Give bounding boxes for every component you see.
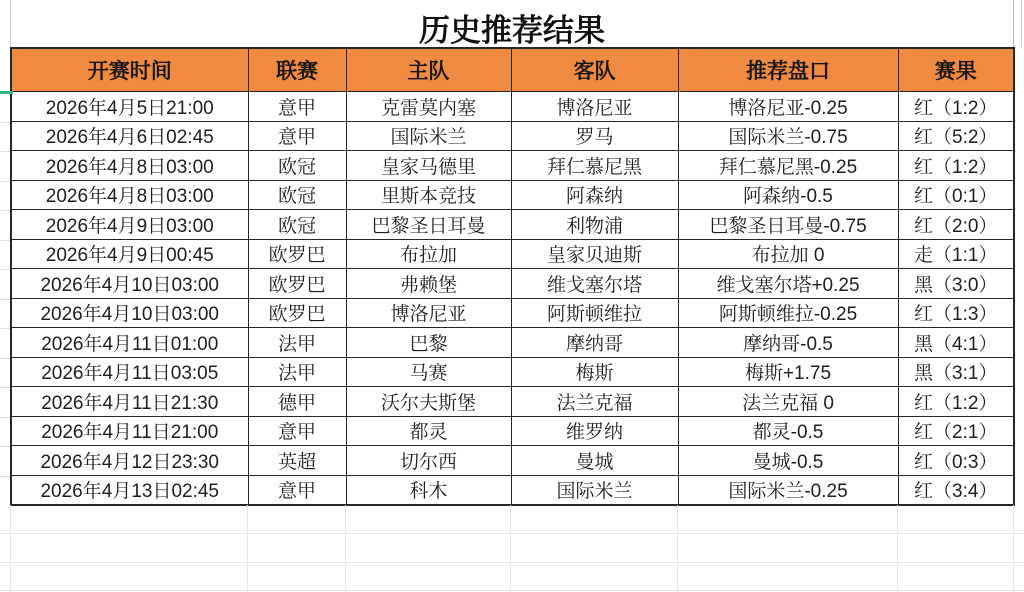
cell-handicap[interactable]: 阿斯顿维拉-0.25 <box>678 298 898 328</box>
cell-league[interactable]: 法甲 <box>248 328 346 358</box>
results-table <box>10 47 1015 506</box>
cell-home[interactable]: 克雷莫内塞 <box>346 92 511 122</box>
table-row <box>11 475 1014 505</box>
cell-away[interactable]: 法兰克福 <box>511 387 678 417</box>
column-header-home[interactable]: 主队 <box>346 48 511 92</box>
cell-time[interactable]: 2026年4月9日00:45 <box>11 239 248 269</box>
cell-handicap[interactable]: 都灵-0.5 <box>678 416 898 446</box>
table-row <box>11 210 1014 240</box>
gridline <box>247 505 248 592</box>
cell-result[interactable]: 红（3:4） <box>898 475 1014 505</box>
column-header-away[interactable]: 客队 <box>511 48 678 92</box>
cell-handicap[interactable]: 法兰克福 0 <box>678 387 898 417</box>
cell-time[interactable]: 2026年4月11日21:30 <box>11 387 248 417</box>
table-row <box>11 121 1014 151</box>
cell-time[interactable]: 2026年4月5日21:00 <box>11 92 248 122</box>
cell-time[interactable]: 2026年4月9日03:00 <box>11 210 248 240</box>
cell-time[interactable]: 2026年4月11日03:05 <box>11 357 248 387</box>
table-row <box>11 151 1014 181</box>
gridline <box>0 181 10 182</box>
cell-away[interactable]: 梅斯 <box>511 357 678 387</box>
gridline <box>0 210 10 211</box>
table-row <box>11 328 1014 358</box>
table-header <box>11 48 1014 92</box>
cell-home[interactable]: 切尔西 <box>346 446 511 476</box>
cell-away[interactable]: 罗马 <box>511 121 678 151</box>
table-row <box>11 239 1014 269</box>
gridline <box>897 505 898 592</box>
gridline <box>1013 505 1014 592</box>
cell-time[interactable]: 2026年4月6日02:45 <box>11 121 248 151</box>
cell-result[interactable]: 黑（4:1） <box>898 328 1014 358</box>
cell-league[interactable]: 欧罗巴 <box>248 298 346 328</box>
cell-league[interactable]: 法甲 <box>248 357 346 387</box>
gridline <box>1013 0 1014 47</box>
cell-time[interactable]: 2026年4月11日21:00 <box>11 416 248 446</box>
gridline <box>0 269 10 270</box>
cell-away[interactable]: 维罗纳 <box>511 416 678 446</box>
header-row <box>11 48 1014 92</box>
cell-home[interactable]: 巴黎圣日耳曼 <box>346 210 511 240</box>
table-row <box>11 298 1014 328</box>
cell-handicap[interactable]: 维戈塞尔塔+0.25 <box>678 269 898 299</box>
cell-result[interactable]: 黑（3:1） <box>898 357 1014 387</box>
cell-home[interactable]: 布拉加 <box>346 239 511 269</box>
gridline <box>0 533 1024 534</box>
cell-result[interactable]: 红（2:1） <box>898 416 1014 446</box>
cell-home[interactable]: 都灵 <box>346 416 511 446</box>
gridline <box>0 328 10 329</box>
table-row <box>11 446 1014 476</box>
table-row <box>11 416 1014 446</box>
gridline <box>677 505 678 592</box>
cell-home[interactable]: 沃尔夫斯堡 <box>346 387 511 417</box>
cell-time[interactable]: 2026年4月8日03:00 <box>11 151 248 181</box>
cell-handicap[interactable]: 布拉加 0 <box>678 239 898 269</box>
cell-home[interactable]: 弗赖堡 <box>346 269 511 299</box>
cell-away[interactable]: 利物浦 <box>511 210 678 240</box>
cell-result[interactable]: 黑（3:0） <box>898 269 1014 299</box>
cell-handicap[interactable]: 拜仁慕尼黑-0.25 <box>678 151 898 181</box>
cell-result[interactable]: 红（0:1） <box>898 180 1014 210</box>
cell-handicap[interactable]: 国际米兰-0.25 <box>678 475 898 505</box>
gridline <box>0 417 10 418</box>
cell-handicap[interactable]: 巴黎圣日耳曼-0.75 <box>678 210 898 240</box>
cell-result[interactable]: 红（1:2） <box>898 387 1014 417</box>
cell-away[interactable]: 阿斯顿维拉 <box>511 298 678 328</box>
cell-home[interactable]: 国际米兰 <box>346 121 511 151</box>
cell-away[interactable]: 摩纳哥 <box>511 328 678 358</box>
cell-time[interactable]: 2026年4月11日01:00 <box>11 328 248 358</box>
cell-time[interactable]: 2026年4月13日02:45 <box>11 475 248 505</box>
gridline <box>0 299 10 300</box>
cell-result[interactable]: 走（1:1） <box>898 239 1014 269</box>
table-row <box>11 180 1014 210</box>
freeze-pane-tick <box>0 91 13 94</box>
cell-handicap[interactable]: 梅斯+1.75 <box>678 357 898 387</box>
cell-away[interactable]: 博洛尼亚 <box>511 92 678 122</box>
cell-result[interactable]: 红（1:2） <box>898 151 1014 181</box>
cell-result[interactable]: 红（1:2） <box>898 92 1014 122</box>
column-header-time[interactable]: 开赛时间 <box>11 48 248 92</box>
cell-home[interactable]: 里斯本竞技 <box>346 180 511 210</box>
cell-away[interactable]: 曼城 <box>511 446 678 476</box>
cell-league[interactable]: 意甲 <box>248 416 346 446</box>
cell-league[interactable]: 欧罗巴 <box>248 239 346 269</box>
cell-away[interactable]: 皇家贝迪斯 <box>511 239 678 269</box>
cell-league[interactable]: 意甲 <box>248 92 346 122</box>
cell-away[interactable]: 拜仁慕尼黑 <box>511 151 678 181</box>
cell-handicap[interactable]: 曼城-0.5 <box>678 446 898 476</box>
gridline <box>0 476 10 477</box>
cell-time[interactable]: 2026年4月10日03:00 <box>11 298 248 328</box>
cell-league[interactable]: 意甲 <box>248 475 346 505</box>
column-header-result[interactable]: 赛果 <box>898 48 1014 92</box>
cell-league[interactable]: 欧冠 <box>248 210 346 240</box>
gridline <box>10 505 11 592</box>
column-header-league[interactable]: 联赛 <box>248 48 346 92</box>
table-row <box>11 387 1014 417</box>
cell-home[interactable]: 博洛尼亚 <box>346 298 511 328</box>
gridline <box>345 505 346 592</box>
cell-time[interactable]: 2026年4月8日03:00 <box>11 180 248 210</box>
gridline <box>510 505 511 592</box>
gridline <box>0 358 10 359</box>
cell-home[interactable]: 科木 <box>346 475 511 505</box>
cell-handicap[interactable]: 阿森纳-0.5 <box>678 180 898 210</box>
cell-result[interactable]: 红（0:3） <box>898 446 1014 476</box>
cell-result[interactable]: 红（2:0） <box>898 210 1014 240</box>
column-header-handicap[interactable]: 推荐盘口 <box>678 48 898 92</box>
cell-league[interactable]: 德甲 <box>248 387 346 417</box>
gridline <box>0 387 10 388</box>
page-title: 历史推荐结果 <box>419 13 605 48</box>
cell-away[interactable]: 维戈塞尔塔 <box>511 269 678 299</box>
cell-handicap[interactable]: 博洛尼亚-0.25 <box>678 92 898 122</box>
gridline <box>10 0 11 47</box>
cell-result[interactable]: 红（5:2） <box>898 121 1014 151</box>
cell-away[interactable]: 阿森纳 <box>511 180 678 210</box>
cell-time[interactable]: 2026年4月10日03:00 <box>11 269 248 299</box>
cell-away[interactable]: 国际米兰 <box>511 475 678 505</box>
table-row <box>11 357 1014 387</box>
cell-league[interactable]: 欧冠 <box>248 151 346 181</box>
cell-league[interactable]: 英超 <box>248 446 346 476</box>
cell-result[interactable]: 红（1:3） <box>898 298 1014 328</box>
table-row <box>11 92 1014 122</box>
gridline <box>0 446 10 447</box>
gridline <box>0 562 1024 563</box>
cell-league[interactable]: 欧冠 <box>248 180 346 210</box>
cell-home[interactable]: 巴黎 <box>346 328 511 358</box>
cell-time[interactable]: 2026年4月12日23:30 <box>11 446 248 476</box>
cell-league[interactable]: 欧罗巴 <box>248 269 346 299</box>
gridline <box>1021 0 1022 47</box>
gridline <box>0 590 1024 591</box>
gridline <box>0 151 10 152</box>
gridline <box>0 122 10 123</box>
cell-home[interactable]: 皇家马德里 <box>346 151 511 181</box>
cell-home[interactable]: 马赛 <box>346 357 511 387</box>
cell-league[interactable]: 意甲 <box>248 121 346 151</box>
gridline <box>0 240 10 241</box>
cell-handicap[interactable]: 摩纳哥-0.5 <box>678 328 898 358</box>
table-row <box>11 269 1014 299</box>
cell-handicap[interactable]: 国际米兰-0.75 <box>678 121 898 151</box>
